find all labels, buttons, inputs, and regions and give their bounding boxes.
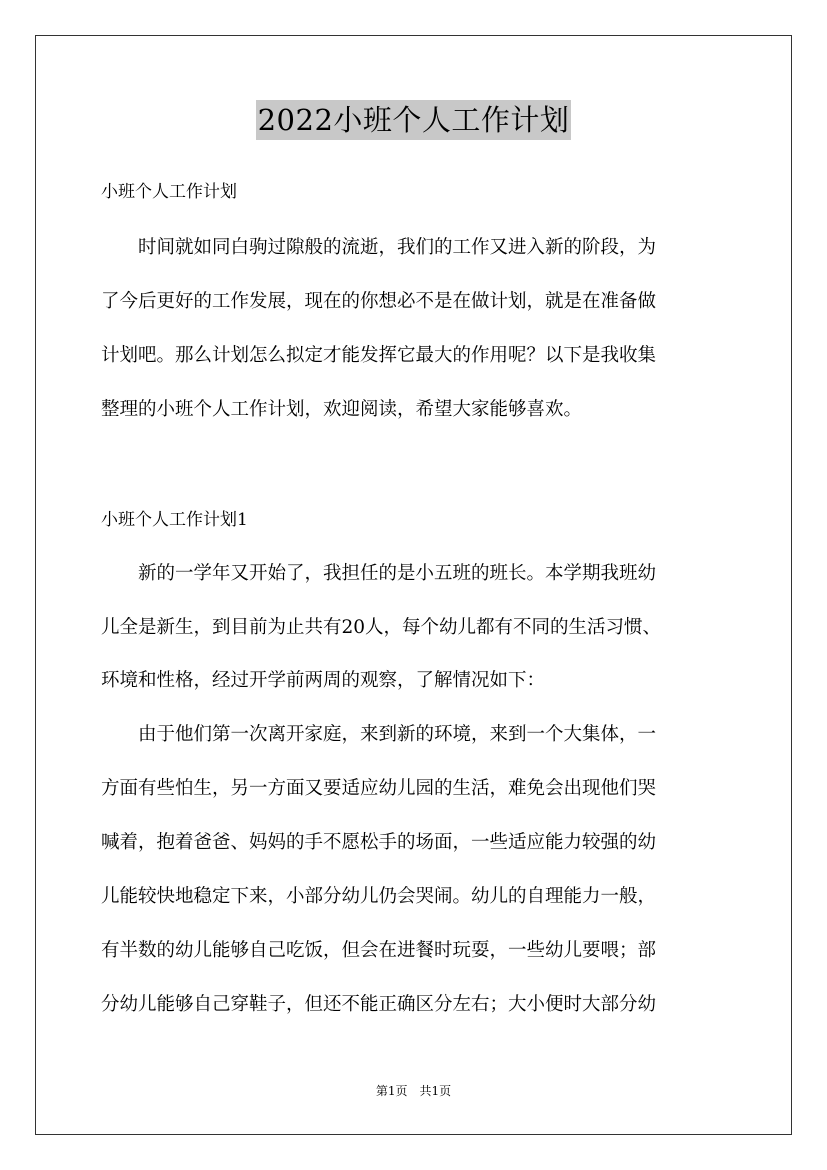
section-line: 分幼儿能够自己穿鞋子，但还不能正确区分左右；大小便时大部分幼 xyxy=(101,994,657,1015)
intro-line: 整理的小班个人工作计划，欢迎阅读，希望大家能够喜欢。 xyxy=(101,399,583,420)
document-heading: 小班个人工作计划 xyxy=(101,182,237,202)
document-title: 2022小班个人工作计划 xyxy=(256,100,572,140)
section-line: 新的一学年又开始了，我担任的是小五班的班长。本学期我班幼 xyxy=(101,563,657,584)
page-footer: 第1页 共1页 xyxy=(375,1084,452,1098)
section-line: 环境和性格，经过开学前两周的观察，了解情况如下： xyxy=(101,670,546,691)
section-line: 由于他们第一次离开家庭，来到新的环境，来到一个大集体，一 xyxy=(101,724,657,745)
intro-line: 了今后更好的工作发展，现在的你想必不是在做计划，就是在准备做 xyxy=(101,291,657,312)
section-line: 儿全是新生，到目前为止共有20人，每个幼儿都有不同的生活习惯、 xyxy=(101,617,662,638)
section-line: 儿能较快地稳定下来，小部分幼儿仍会哭闹。幼儿的自理能力一般， xyxy=(101,886,657,907)
intro-line: 时间就如同白驹过隙般的流逝，我们的工作又进入新的阶段，为 xyxy=(101,237,657,258)
section-line: 方面有些怕生，另一方面又要适应幼儿园的生活，难免会出现他们哭 xyxy=(101,778,657,799)
intro-line: 计划吧。那么计划怎么拟定才能发挥它最大的作用呢？以下是我收集 xyxy=(101,345,657,366)
title-container xyxy=(0,100,827,140)
section-line: 有半数的幼儿能够自己吃饭，但会在进餐时玩耍，一些幼儿要喂；部 xyxy=(101,940,657,961)
section-line: 喊着，抱着爸爸、妈妈的手不愿松手的场面，一些适应能力较强的幼 xyxy=(101,832,657,853)
section-heading: 小班个人工作计划1 xyxy=(101,510,248,530)
